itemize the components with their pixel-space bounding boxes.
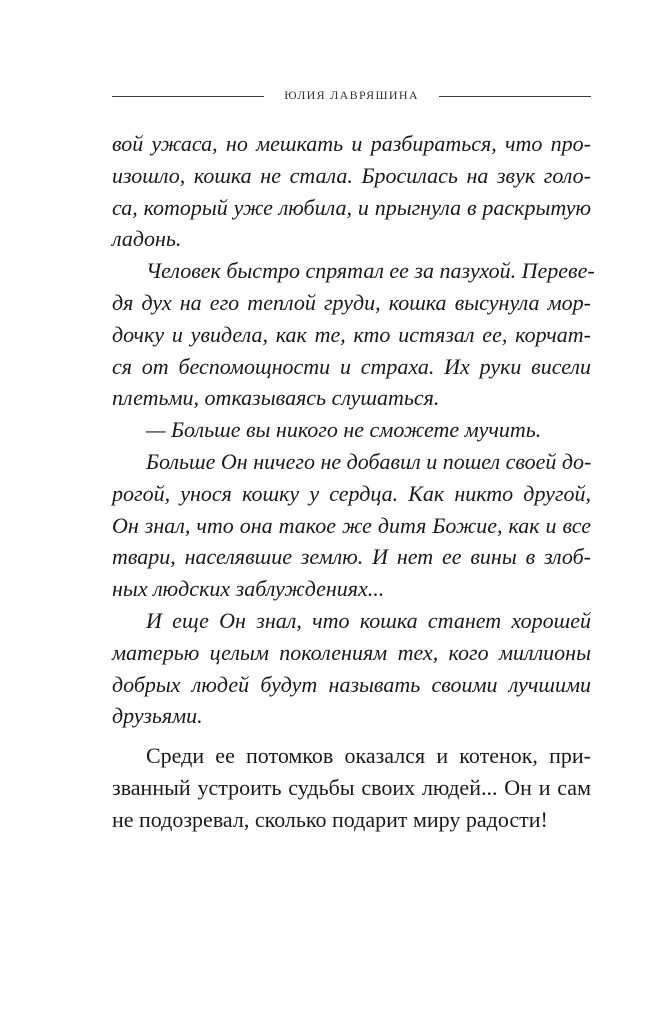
text-line: Среди ее потомков оказался и котенок, при- [146,743,591,769]
text-line: — Больше вы никого не сможете мучить. [146,417,542,443]
text-line: ных людских заблуждениях... [112,576,385,602]
text-line: дочку и увидела, как те, кто истязал ее, корчат- [112,321,591,347]
text-line: друзьями. [112,703,203,729]
section-gap [112,732,591,740]
text-line: И еще Он знал, что кошка станет хорошей [146,607,591,633]
page-body-text [112,128,595,836]
text-line: матерью целым поколениям тех, кого миллионы [112,639,591,665]
text-line: вой ужаса, но мешкать и разбираться, что про- [112,131,591,156]
text-line: не подозревал, сколько подарит миру радости! [112,806,548,832]
text-line: плетьми, отказываясь слушаться. [112,385,440,411]
running-header [112,86,591,106]
text-line: добрых людей будут называть своими лучшими [112,671,591,697]
text-line: твари, населявшие землю. И нет ее вины в злоб- [112,544,591,570]
text-line: рогой, унося кошку у сердца. Как никто другой, [112,480,591,506]
header-rule-right [439,96,591,97]
text-line: ладонь. [112,226,182,252]
text-line: Он знал, что она такое же дитя Божие, как и все [112,512,591,538]
text-line: дя дух на его теплой груди, кошка высунула мор- [112,289,591,315]
text-line: Больше Он ничего не добавил и пошел своей до- [146,448,592,474]
text-line: ся от беспомощности и страха. Их руки висели [112,353,591,379]
text-line: Человек быстро спрятал ее за пазухой. Переве- [146,258,595,284]
text-line: са, который уже любила, и прыгнула в раскрытую [112,194,591,220]
header-rule-left [112,96,264,97]
text-line: званный устроить судьбы своих людей... Он и сам [112,774,591,800]
header-author-name: ЮЛИЯ ЛАВРЯШИНА [284,88,419,102]
text-line: изошло, кошка не стала. Бросилась на звук голо- [112,162,591,188]
